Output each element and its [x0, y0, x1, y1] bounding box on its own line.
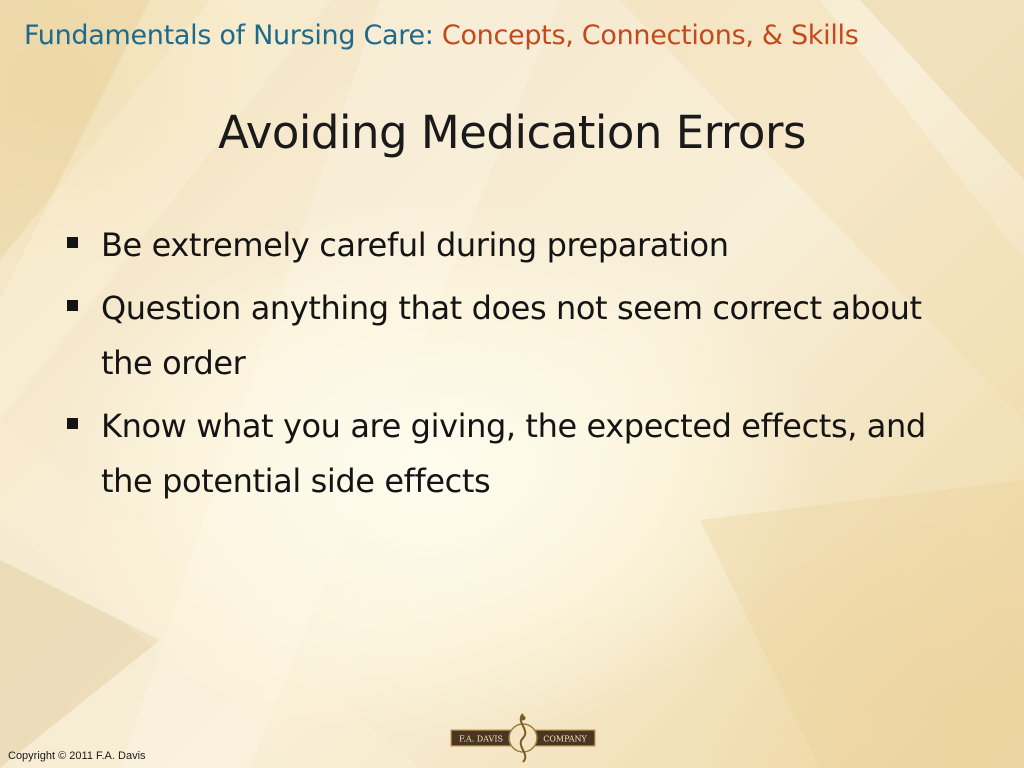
bullet-item [64, 399, 964, 509]
bullet-item [64, 218, 964, 273]
bullet-list [64, 218, 964, 517]
square-bullet-icon [67, 418, 78, 429]
square-bullet-icon [67, 237, 78, 248]
header-title-main: Fundamentals of Nursing Care: [24, 20, 434, 51]
svg-text:F.A. DAVIS: F.A. DAVIS [459, 734, 503, 744]
bullet-text: Question anything that does not seem correct about the order [101, 289, 922, 382]
bullet-text: Know what you are giving, the expected effects, and the potential side effects [101, 407, 926, 500]
header-title [24, 20, 1004, 51]
header-title-subtitle: Concepts, Connections, & Skills [441, 20, 859, 51]
bullet-item [64, 281, 964, 391]
fa-davis-logo [449, 712, 597, 764]
copyright-text: Copyright © 2011 F.A. Davis [8, 750, 146, 762]
svg-text:COMPANY: COMPANY [543, 734, 587, 744]
square-bullet-icon [67, 300, 78, 311]
bullet-text: Be extremely careful during preparation [101, 226, 729, 264]
slide-title: Avoiding Medication Errors [218, 106, 806, 159]
